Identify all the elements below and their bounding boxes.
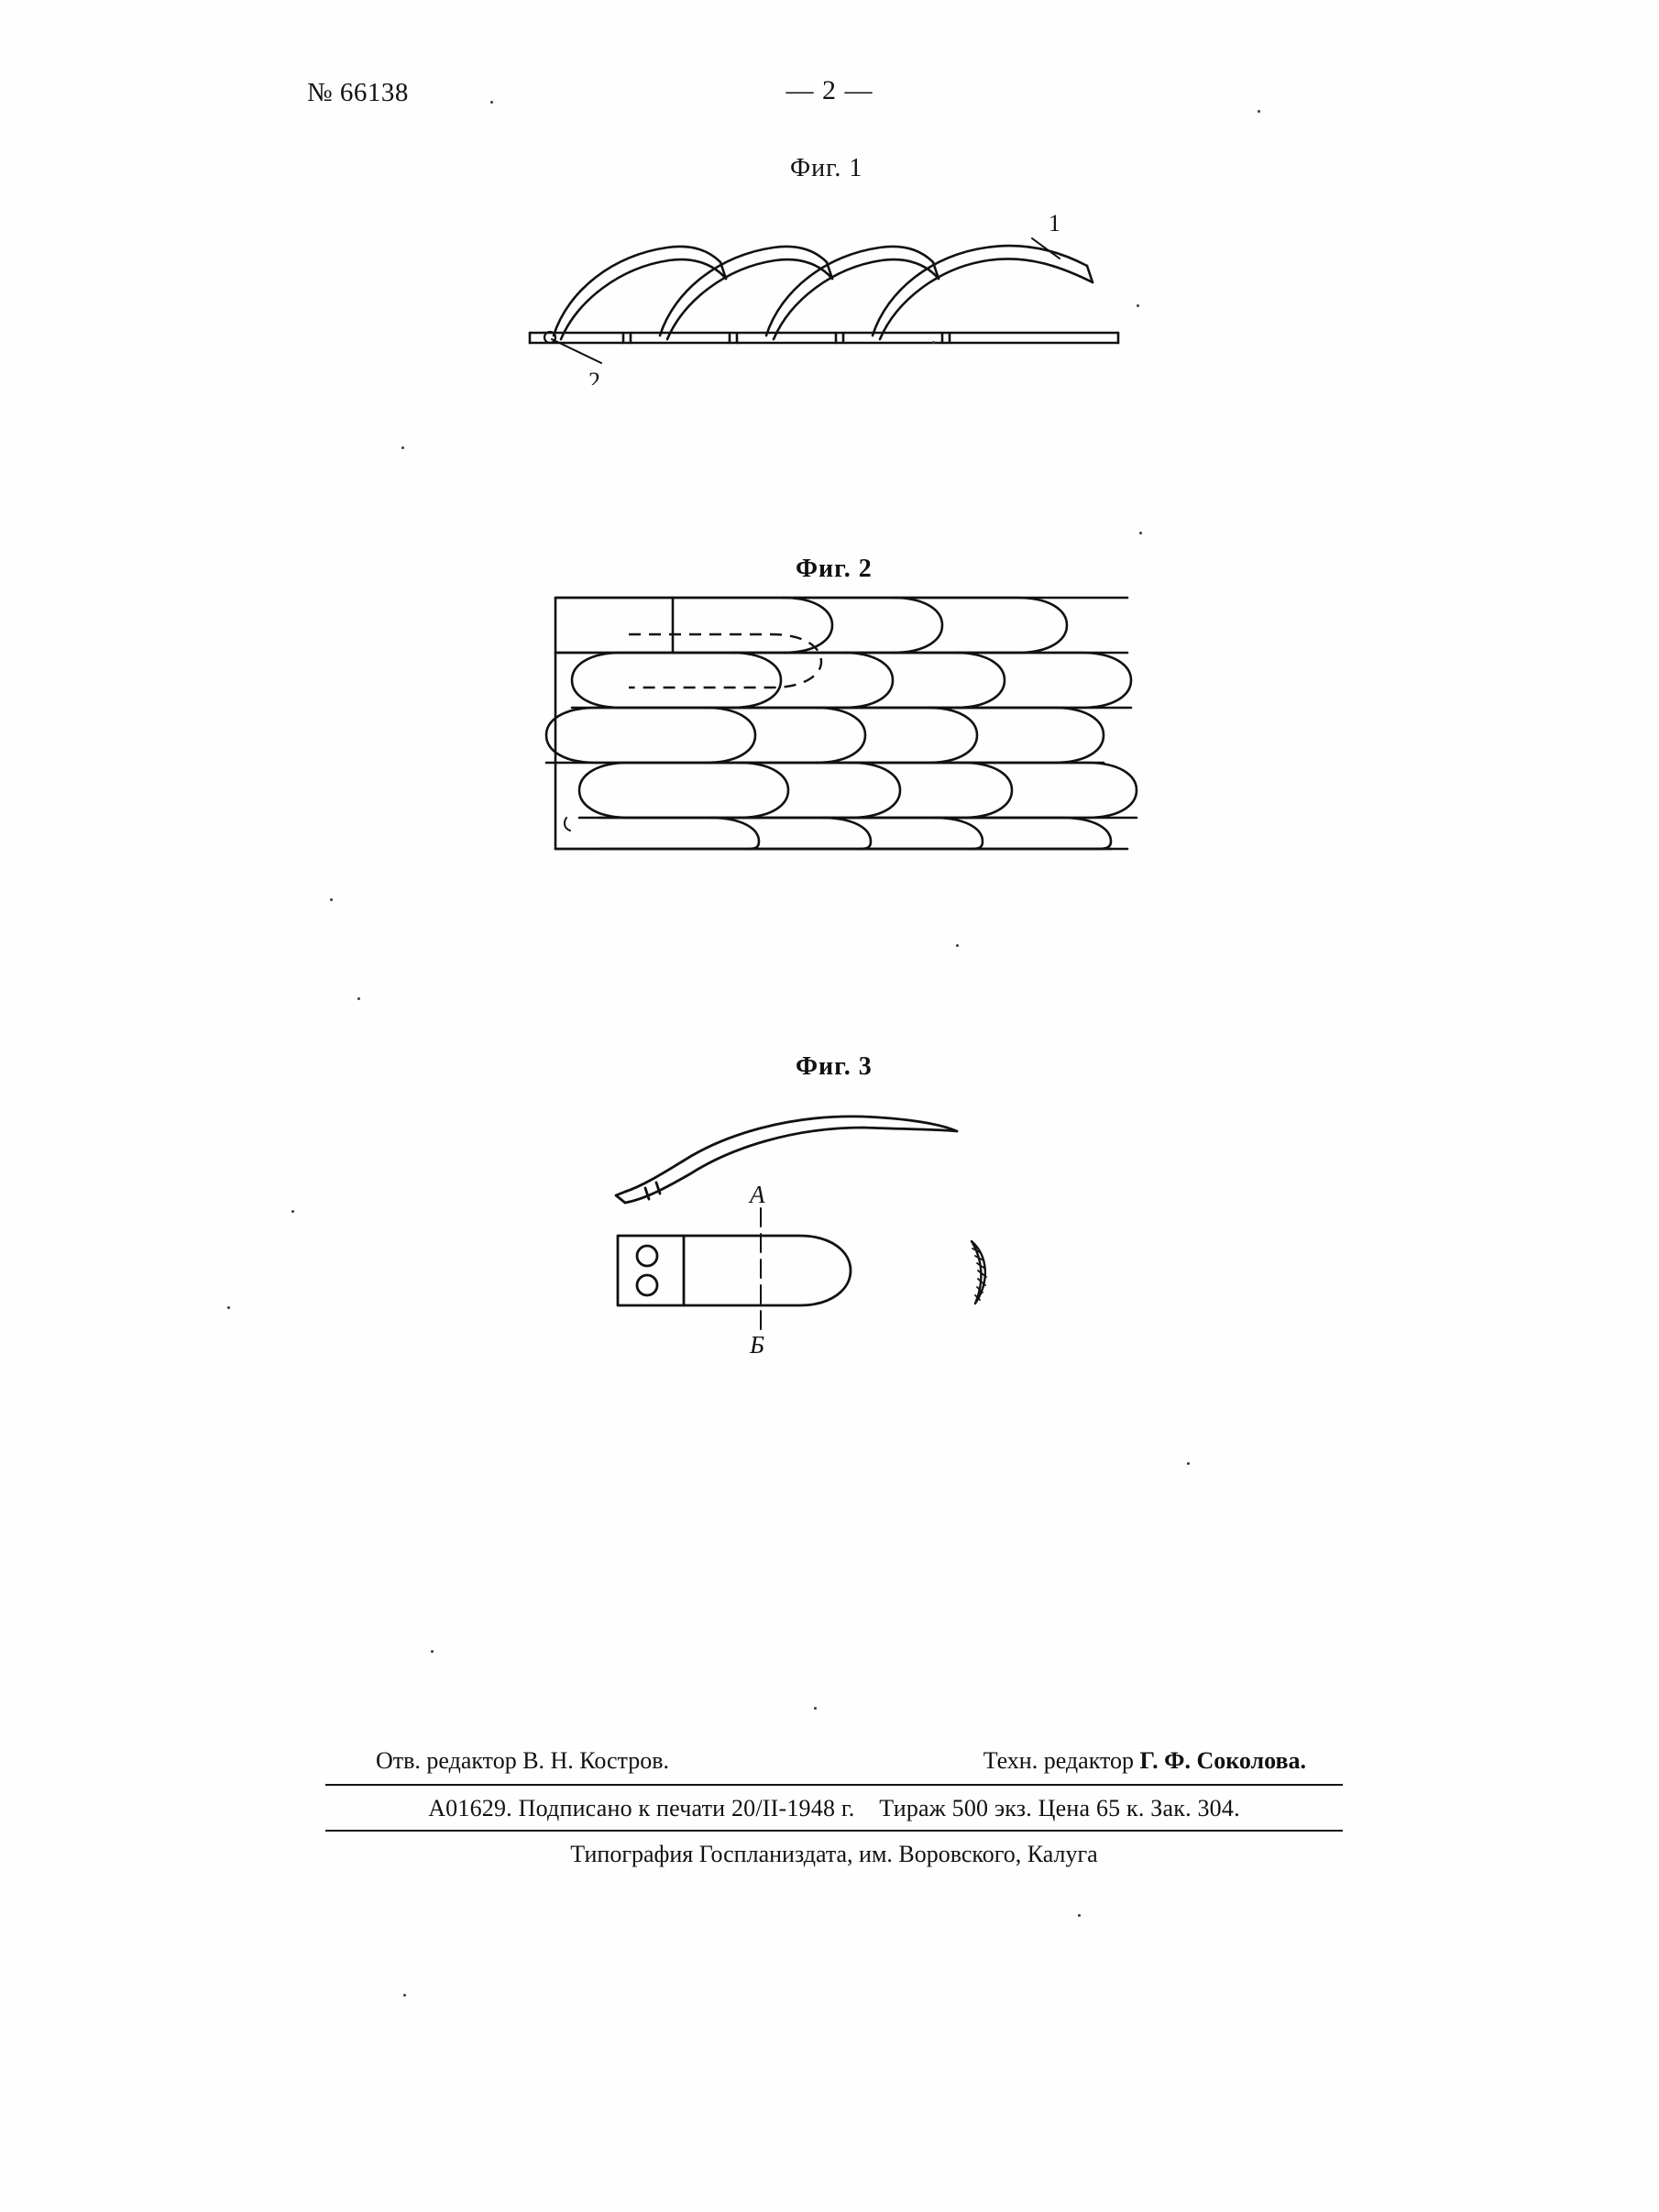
imprint-block: [325, 1742, 1343, 1876]
scan-speck: [227, 1306, 230, 1309]
scan-speck: [1078, 1914, 1081, 1917]
figure-2: [541, 587, 1146, 889]
signed-to-press: Подписано к печати 20/II-1948 г.: [518, 1795, 855, 1821]
figure-3-label-b: Б: [750, 1331, 764, 1359]
price: Цена 65 к.: [1038, 1795, 1145, 1821]
editor-technical-prefix: Техн. редактор: [983, 1747, 1140, 1774]
figure-1-caption: Фиг. 1: [790, 154, 863, 182]
scan-speck: [357, 997, 360, 1000]
imprint-print-row: [325, 1786, 1343, 1830]
scan-speck: [1139, 532, 1142, 534]
scan-speck: [291, 1210, 294, 1213]
scan-speck: [1258, 110, 1260, 113]
imprint-editors-row: [325, 1742, 1343, 1784]
figure-2-drawing: [541, 587, 1146, 889]
scan-speck: [330, 898, 333, 901]
scan-speck: [814, 1707, 817, 1710]
printing-house: Типография Госпланиздата, им. Воровского, Калуга: [570, 1841, 1098, 1867]
scan-speck: [403, 1994, 406, 1997]
patent-number: № 66138: [307, 78, 409, 107]
scan-speck: [1137, 304, 1139, 307]
figure-2-caption: Фиг. 2: [796, 555, 873, 583]
figure-1-label-2: 2: [588, 368, 600, 385]
figure-1-drawing: [513, 202, 1155, 385]
figure-3-label-a: А: [750, 1181, 765, 1208]
editor-technical-name: Г. Ф. Соколова.: [1139, 1747, 1306, 1774]
figure-3-caption: Фиг. 3: [796, 1052, 873, 1081]
print-code: А01629.: [428, 1795, 512, 1821]
figure-1-label-1: 1: [1049, 210, 1060, 237]
scan-speck: [932, 341, 935, 344]
scan-speck: [431, 1650, 434, 1653]
scan-speck: [956, 944, 959, 947]
page-number: — 2 —: [786, 75, 873, 105]
order-number: Зак. 304.: [1150, 1795, 1240, 1821]
figure-1: [513, 202, 1155, 385]
editor-technical: [983, 1747, 1306, 1775]
scan-speck: [490, 101, 493, 104]
scan-speck: [1187, 1462, 1190, 1465]
scan-speck: [401, 446, 404, 449]
circulation: Тираж 500 экз.: [879, 1795, 1032, 1821]
figure-3-drawing: [605, 1091, 1118, 1384]
editor-responsible: Отв. редактор В. Н. Костров.: [376, 1747, 669, 1774]
figure-3: [605, 1091, 1118, 1384]
